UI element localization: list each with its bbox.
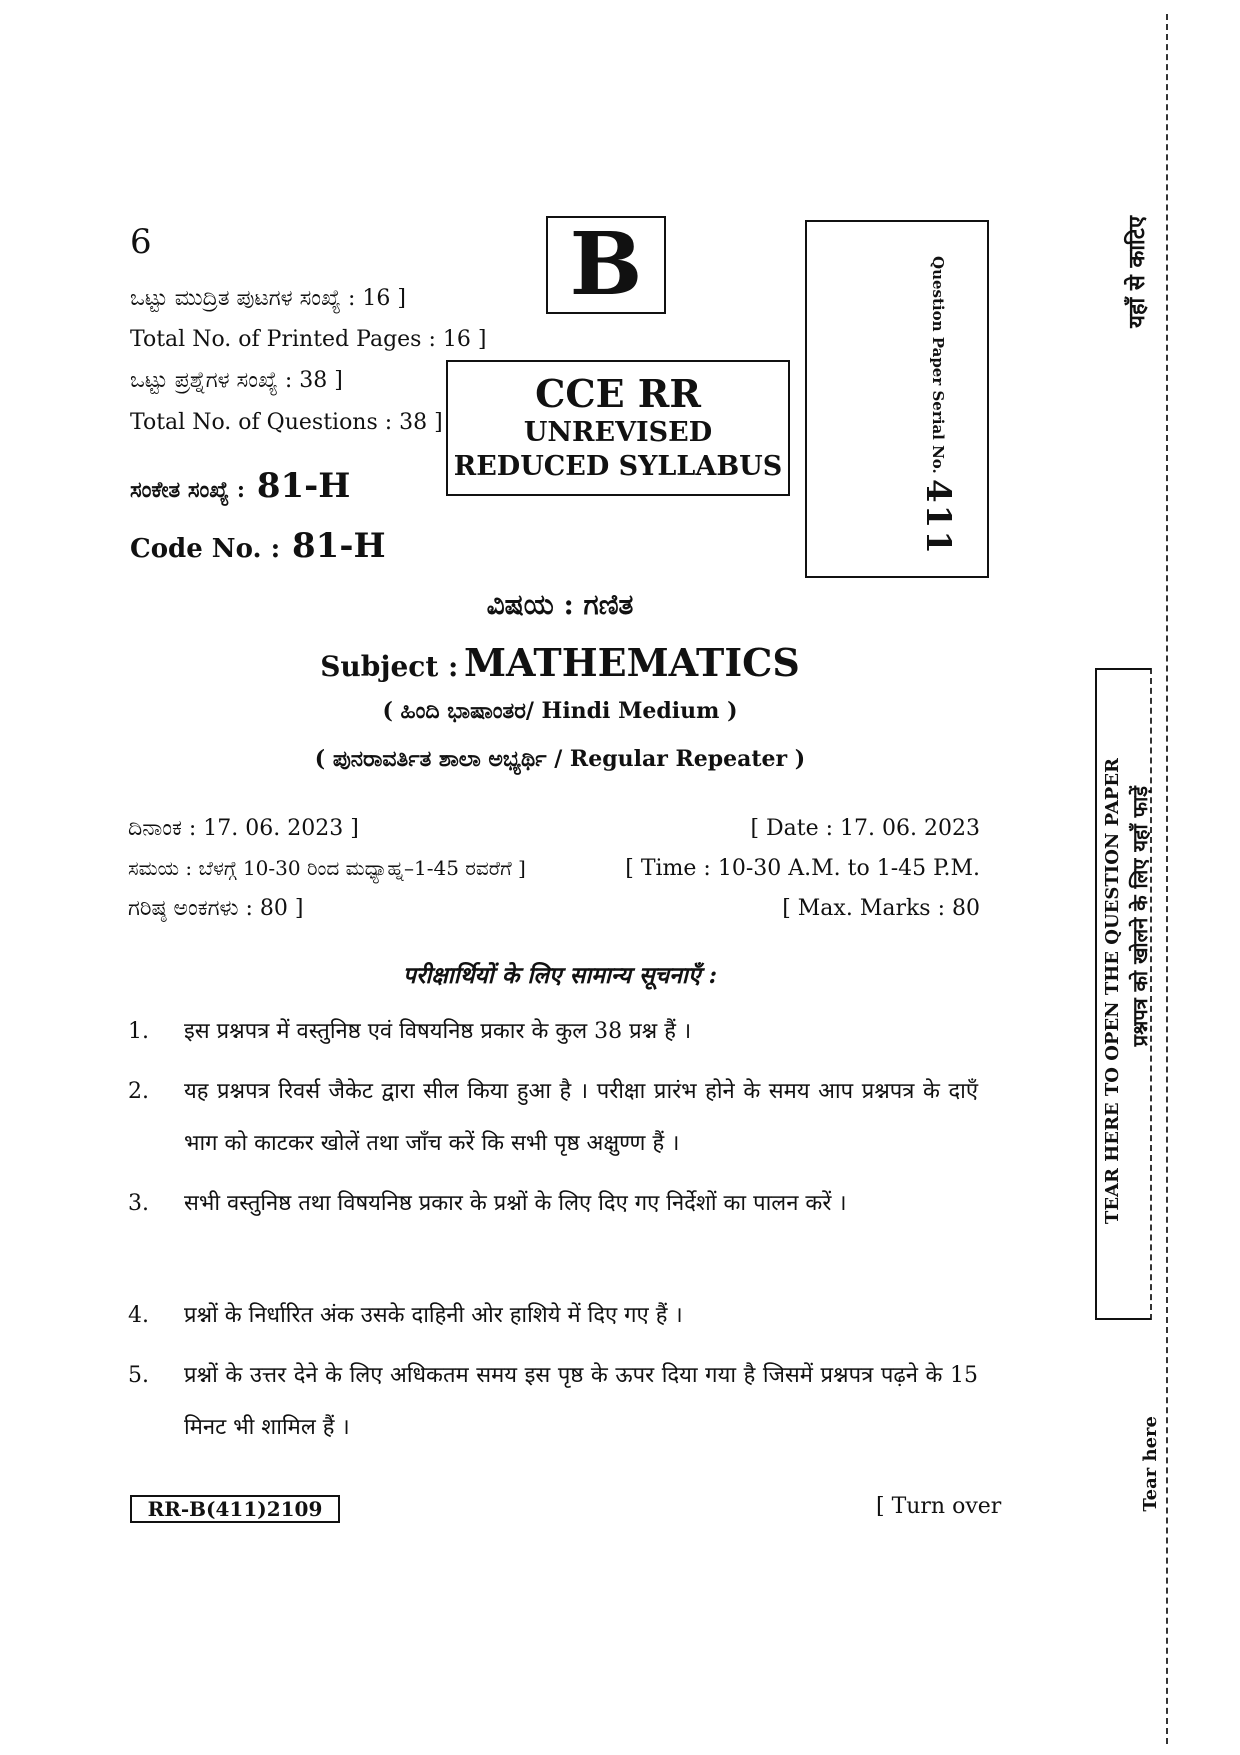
serial-number: [918, 256, 958, 556]
serial-label: Question Paper Serial No.: [929, 256, 947, 474]
subject-kannada: ವಿಷಯ : ಗಣಿತ: [486, 588, 634, 621]
instruction-item: [128, 1350, 978, 1454]
tear-here-hindi: प्रश्नपत्र को खोलने के लिए यहाँ फाड़ें: [1128, 786, 1152, 1047]
code-kannada-value: 81-H: [256, 466, 351, 506]
code-english-label: Code No. :: [130, 534, 281, 564]
subject-line: [0, 640, 1120, 685]
instruction-item: [128, 1006, 978, 1058]
serial-value: 411: [918, 479, 958, 556]
instruction-number: 5.: [128, 1363, 149, 1388]
cce-reduced-syllabus: REDUCED SYLLABUS: [453, 451, 783, 482]
printed-pages-kannada: ಒಟ್ಟು ಮುದ್ರಿತ ಪುಟಗಳ ಸಂಖ್ಯೆ : 16 ]: [130, 286, 406, 311]
cce-title: CCE RR: [535, 371, 701, 416]
code-english-value: 81-H: [292, 526, 386, 566]
instruction-text: यह प्रश्नपत्र रिवर्स जैकेट द्वारा सील किया हुआ है । परीक्षा प्रारंभ होने के समय आप प्रश्नपत्र के दाएँ भाग को काटकर खोलें तथा जाँच करें कि सभी पृष्ठ अक्षुण्ण हैं ।: [184, 1079, 978, 1156]
instruction-text: सभी वस्तुनिष्ठ तथा विषयनिष्ठ प्रकार के प्रश्नों के लिए दिए गए निर्देशों का पालन करें ।: [184, 1191, 847, 1216]
footer-code: RR-B(411)2109: [130, 1495, 340, 1523]
cce-unrevised: UNREVISED: [523, 417, 713, 448]
instruction-text: प्रश्नों के उत्तर देने के लिए अधिकतम समय इस पृष्ठ के ऊपर दिया गया है जिसमें प्रश्नपत्र पढ़ने के 15 मिनट भी शामिल हैं ।: [184, 1363, 978, 1440]
candidate-type: ( ಪುನರಾವರ್ತಿತ ಶಾಲಾ ಅಭ್ಯರ್ಥಿ / Regular Repeater ): [314, 746, 806, 772]
subject-value: MATHEMATICS: [463, 640, 800, 685]
tear-here-label: Tear here: [1140, 1416, 1161, 1512]
turn-over: [ Turn over: [876, 1494, 1002, 1519]
cut-here-hindi: यहाँ से काटिए: [1124, 216, 1150, 328]
instruction-text: इस प्रश्नपत्र में वस्तुनिष्ठ एवं विषयनिष्ठ प्रकार के कुल 38 प्रश्न हैं ।: [184, 1019, 692, 1044]
questions-kannada: ಒಟ್ಟು ಪ್ರಶ್ನೆಗಳ ಸಂಖ್ಯೆ : 38 ]: [130, 368, 343, 393]
instruction-number: 4.: [128, 1303, 149, 1328]
date-kannada: ದಿನಾಂಕ : 17. 06. 2023 ]: [128, 816, 359, 841]
code-kannada-label: ಸಂಕೇತ ಸಂಖ್ಯೆ :: [130, 477, 246, 503]
printed-pages-english: Total No. of Printed Pages : 16 ]: [130, 327, 487, 352]
page-number: 6: [130, 222, 152, 262]
questions-english: Total No. of Questions : 38 ]: [130, 410, 443, 435]
instruction-number: 1.: [128, 1019, 149, 1044]
instruction-number: 2.: [128, 1079, 149, 1104]
instructions-heading: परीक्षार्थियों के लिए सामान्य सूचनाएँ :: [402, 962, 718, 989]
serial-number-box: [805, 220, 989, 578]
marks-english: [ Max. Marks : 80: [782, 896, 980, 921]
time-kannada: ಸಮಯ : ಬೆಳಗ್ಗೆ 10-30 ರಿಂದ ಮಧ್ಯಾಹ್ನ–1-45 ರವರೆಗೆ ]: [128, 856, 526, 880]
instruction-item: [128, 1178, 978, 1230]
subject-label: Subject :: [320, 650, 459, 683]
time-english: [ Time : 10-30 A.M. to 1-45 P.M.: [625, 856, 980, 881]
instruction-text: प्रश्नों के निर्धारित अंक उसके दाहिनी ओर हाशिये में दिए गए हैं ।: [184, 1303, 683, 1328]
instruction-number: 3.: [128, 1191, 149, 1216]
medium: ( ಹಿಂದಿ ಭಾಷಾಂತರ/ Hindi Medium ): [382, 698, 738, 724]
tear-line-outer: [1166, 14, 1168, 1744]
date-english: [ Date : 17. 06. 2023: [750, 816, 980, 841]
instruction-item: [128, 1066, 978, 1170]
set-letter-box: B: [546, 216, 666, 314]
code-kannada: [130, 466, 350, 506]
instruction-item: [128, 1290, 978, 1342]
marks-kannada: ಗರಿಷ್ಠ ಅಂಕಗಳು : 80 ]: [128, 896, 304, 921]
cce-rr-box: [446, 360, 790, 496]
code-english: [130, 526, 386, 566]
tear-here-english: TEAR HERE TO OPEN THE QUESTION PAPER: [1102, 758, 1123, 1225]
